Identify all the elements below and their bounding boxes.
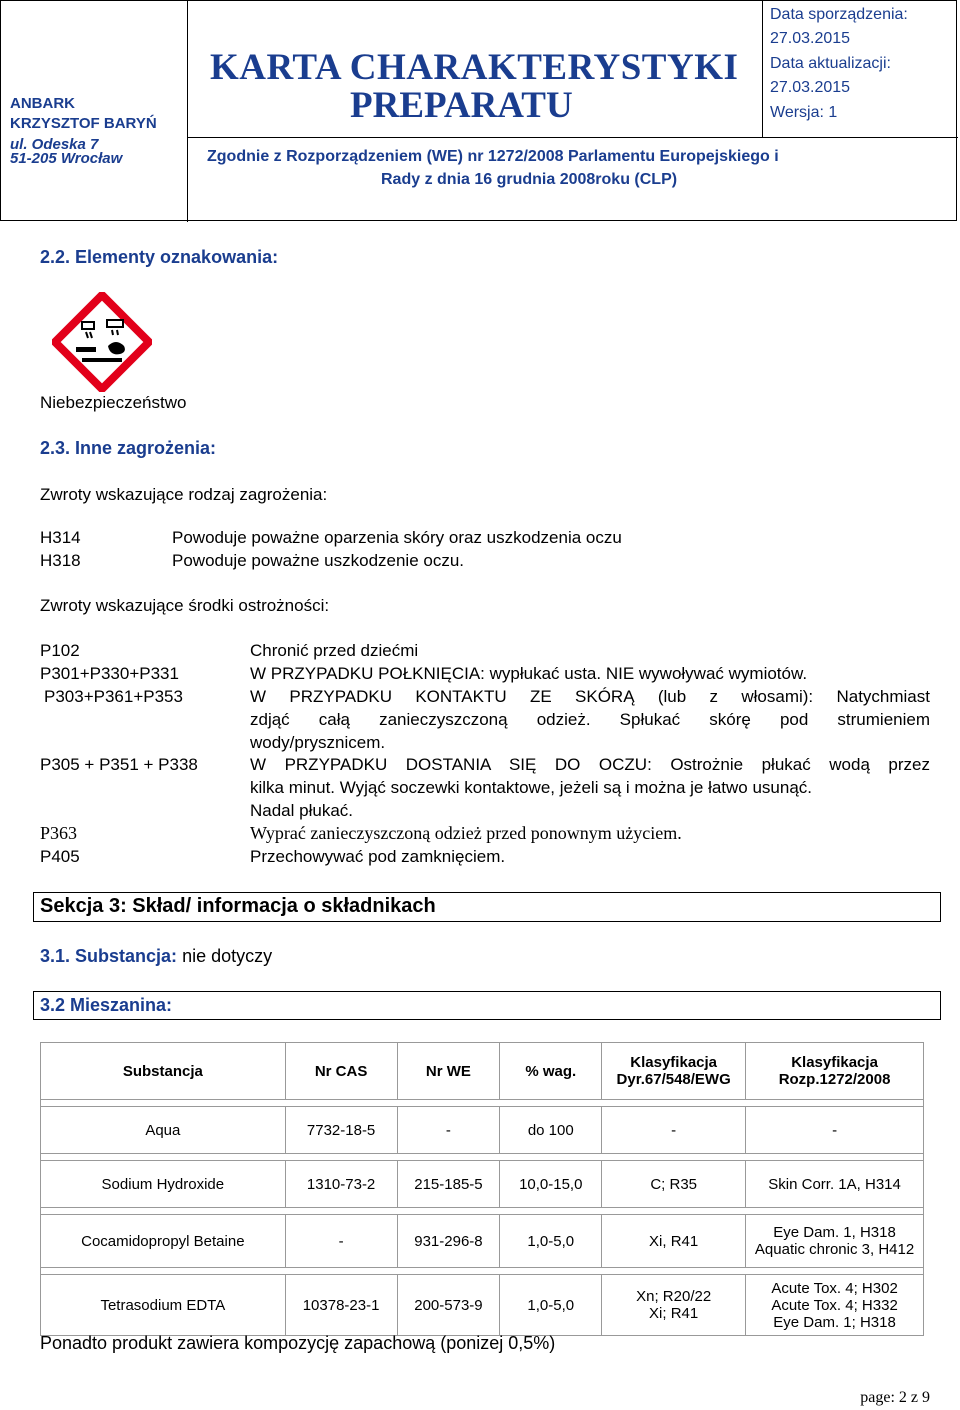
cell-we: 200-573-9 [397,1275,500,1336]
cell-substance: Cocamidopropyl Betaine [41,1215,286,1268]
section-2-2-heading: 2.2. Elementy oznakowania: [40,247,279,267]
precaution-code: P405 [40,847,80,866]
created-label: Data sporządzenia: [770,6,908,23]
regulation-line2: Rady z dnia 16 grudnia 2008roku (CLP) [381,171,678,188]
cell-class-rozp: - [746,1107,924,1154]
table-row [41,1275,924,1336]
col-header: Nr CAS [285,1043,397,1100]
col-header: Substancja [41,1043,286,1100]
col-header: Klasyfikacja Dyr.67/548/EWG [602,1043,746,1100]
regulation-line1: Zgodnie z Rozporządzeniem (WE) nr 1272/2008 Parlamentu Europejskiego i [207,148,779,165]
cell-class-dyr: Xn; R20/22 Xi; R41 [602,1275,746,1336]
created-date: 27.03.2015 [770,30,851,47]
mixture-heading: 3.2 Mieszanina: [40,995,173,1015]
hazard-code: H314 [40,528,81,547]
cell-class-rozp: Acute Tox. 4; H302 Acute Tox. 4; H332 Eye Dam. 1; H318 [746,1275,924,1336]
table-row [41,1215,924,1268]
doc-title-line1: KARTA CHARAKTERYSTYKI [210,47,739,88]
precaution-code: P301+P330+P331 [40,664,179,683]
precaution-code: P303+P361+P353 [44,687,183,706]
company-name: ANBARK [10,95,75,112]
composition-table [40,1042,924,1336]
precaution-heading: Zwroty wskazujące środki ostrożności: [40,596,330,615]
cell-we: 931-296-8 [397,1215,500,1268]
company-owner: KRZYSZTOF BARYŃ [10,115,157,132]
precaution-code: P102 [40,641,80,660]
cell-weight: 1,0-5,0 [500,1215,602,1268]
cell-substance: Tetrasodium EDTA [41,1275,286,1336]
cell-class-rozp: Eye Dam. 1, H318 Aquatic chronic 3, H412 [746,1215,924,1268]
precaution-text: W PRZYPADKU POŁKNIĘCIA: wypłukać usta. NIE wywoływać wymiotów. [250,664,808,683]
col-header: Nr WE [397,1043,500,1100]
cell-class-dyr: C; R35 [602,1161,746,1208]
hazard-code: H318 [40,551,81,570]
precaution-text: wody/prysznicem. [250,733,386,752]
corrosion-pictogram-icon [52,292,152,392]
precaution-text: W PRZYPADKU DOSTANIA SIĘ DO OCZU: Ostrożnie płukać wodą przez [250,755,930,774]
col-header: Klasyfikacja Rozp.1272/2008 [746,1043,924,1100]
precaution-text: Wyprać zanieczyszczoną odzież przed ponownym użyciem. [250,823,682,843]
col-header: % wag. [500,1043,602,1100]
precaution-code: P363 [40,823,78,843]
updated-date: 27.03.2015 [770,79,851,96]
cell-cas: - [285,1215,397,1268]
precaution-text: zdjąć całą zanieczyszczoną odzież. Spłukać skórę pod strumieniem [250,710,930,729]
company-city: 51-205 Wrocław [10,150,123,167]
cell-cas: 10378-23-1 [285,1275,397,1336]
cell-weight: do 100 [500,1107,602,1154]
doc-title-line2: PREPARATU [350,85,573,126]
cell-class-dyr: Xi, R41 [602,1215,746,1268]
cell-class-rozp: Skin Corr. 1A, H314 [746,1161,924,1208]
updated-label: Data aktualizacji: [770,55,891,72]
hazard-heading: Zwroty wskazujące rodzaj zagrożenia: [40,485,328,504]
cell-weight: 1,0-5,0 [500,1275,602,1336]
cell-substance: Aqua [41,1107,286,1154]
cell-cas: 1310-73-2 [285,1161,397,1208]
table-row [41,1107,924,1154]
cell-we: 215-185-5 [397,1161,500,1208]
cell-weight: 10,0-15,0 [500,1161,602,1208]
cell-substance: Sodium Hydroxide [41,1161,286,1208]
table-header-row [41,1043,924,1100]
precaution-code: P305 + P351 + P338 [40,755,198,774]
page-number: page: 2 z 9 [860,1389,930,1406]
cell-cas: 7732-18-5 [285,1107,397,1154]
version: Wersja: 1 [770,104,838,121]
section-2-3-heading: 2.3. Inne zagrożenia: [40,438,217,458]
section-3-heading: Sekcja 3: Skład/ informacja o składnikach [40,895,436,917]
cell-class-dyr: - [602,1107,746,1154]
company-street: ul. Odeska 7 [10,136,99,153]
hazard-text: Powoduje poważne uszkodzenie oczu. [172,551,465,570]
table-row [41,1161,924,1208]
cell-we: - [397,1107,500,1154]
substance-line [40,946,272,967]
substance-label: 3.1. Substancja: [40,946,178,966]
hazard-text: Powoduje poważne oparzenia skóry oraz uszkodzenia oczu [172,528,622,547]
footer-note: Ponadto produkt zawiera kompozycję zapachową (ponizej 0,5%) [40,1333,556,1353]
substance-value: nie dotyczy [182,946,273,966]
precaution-text: kilka minut. Wyjąć soczewki kontaktowe, jeżeli są i można je łatwo usunąć. [250,778,813,797]
precaution-text: Nadal płukać. [250,801,354,820]
precaution-text: W PRZYPADKU KONTAKTU ZE SKÓRĄ (lub z włosami): Natychmiast [250,687,930,706]
precaution-text: Przechowywać pod zamknięciem. [250,847,506,866]
signal-word: Niebezpieczeństwo [40,393,187,412]
precaution-text: Chronić przed dziećmi [250,641,419,660]
